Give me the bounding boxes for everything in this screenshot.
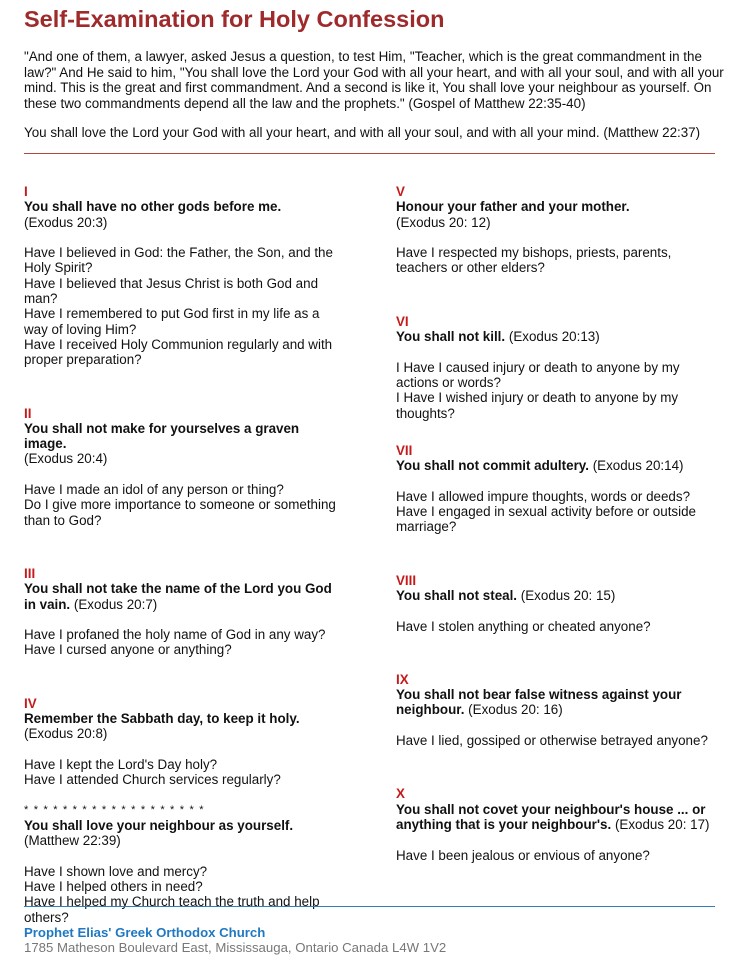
question-list [396, 733, 721, 748]
commandment-numeral: V [396, 184, 405, 199]
commandment-numeral: I [24, 184, 28, 199]
commandment-numeral: VI [396, 313, 409, 329]
question: Have I engaged in sexual activity before or outside marriage? [396, 504, 696, 535]
commandment-numeral: III [24, 565, 36, 581]
commandment-statement: Honour your father and your mother. [396, 199, 630, 215]
question: Have I been jealous or envious of anyone? [396, 847, 650, 863]
commandment-numeral: VII [396, 442, 413, 458]
commandment-statement: You shall not steal. [396, 587, 518, 603]
scripture-reference: (Exodus 20:4) [24, 451, 108, 467]
question: Have I believed in God: the Father, the Son, and the Holy Spirit? [24, 245, 333, 276]
commandment-statement: You shall not kill. [396, 329, 506, 345]
scripture-reference: (Exodus 20:8) [24, 726, 108, 742]
commandment-statement: You shall not bear false witness against your neighbour. [396, 687, 682, 718]
scripture-reference: (Exodus 20: 15) [520, 587, 616, 603]
commandment-numeral: VIII [396, 572, 417, 588]
commandment-statement: You shall not make for yourselves a graven image. [24, 420, 300, 452]
scripture-reference: (Matthew 22:39) [24, 833, 121, 849]
question: Have I profaned the holy name of God in any way? [24, 627, 326, 643]
commandment-statement: You shall not take the name of the Lord you God in vain. [24, 581, 332, 612]
question: Have I allowed impure thoughts, words or deeds? [396, 488, 691, 504]
question-list [24, 757, 344, 788]
scripture-reference: (Exodus 20: 12) [396, 214, 491, 230]
page-title: Self-Examination for Holy Confession [24, 6, 445, 32]
question: Have I shown love and mercy? [24, 863, 208, 879]
commandment-4 [24, 696, 344, 788]
commandment-1 [24, 184, 344, 368]
commandment-numeral: IX [396, 671, 409, 687]
question-list [24, 864, 344, 925]
intro-paragraph: "And one of them, a lawyer, asked Jesus a question, to test Him, "Teacher, which is the great commandment in the law?" And He said to him, "You shall love the Lord your God with all your heart, and with all your soul, and with all your mind. This is the great and first commandment. And a second is like it, You shall love your neighbour as yourself. On these two commandments depend all the law and the prophets." (Gospel of Matthew 22:35-40) [24, 49, 724, 111]
commandment-statement: You shall love your neighbour as yourself. [24, 817, 294, 833]
question: Have I received Holy Communion regularly and with proper preparation? [24, 336, 333, 368]
question-list [396, 848, 721, 863]
question: Have I helped my Church teach the truth and help others? [24, 894, 320, 925]
question: Have I respected my bishops, priests, parents, teachers or other elders? [396, 245, 672, 276]
question: Have I believed that Jesus Christ is both God and man? [24, 275, 319, 307]
question-list [24, 245, 344, 367]
question: I Have I wished injury or death to anyone by my thoughts? [396, 390, 679, 421]
commandment-5 [396, 184, 721, 276]
scripture-reference: (Exodus 20: 16) [468, 702, 563, 718]
commandment-statement: You shall not covet your neighbour's house ... or anything that is your neighbour's. [396, 801, 706, 832]
top-divider [24, 153, 715, 154]
question-list [24, 627, 344, 658]
commandment-10 [396, 786, 721, 862]
question: Do I give more importance to someone or something than to God? [24, 497, 336, 528]
scripture-reference: (Exodus 20:7) [73, 596, 158, 612]
bottom-divider [24, 906, 715, 907]
question: Have I cursed anyone or anything? [24, 642, 232, 658]
commandment-statement: You shall not commit adultery. [396, 458, 589, 474]
commandment-7 [396, 443, 721, 535]
question: Have I attended Church services regularly? [24, 772, 281, 788]
commandment-8 [396, 573, 721, 634]
commandment-numeral: IV [24, 695, 37, 711]
question: Have I made an idol of any person or thing? [24, 482, 284, 498]
scripture-reference: (Exodus 20:3) [24, 214, 108, 230]
question: Have I helped others in need? [24, 878, 203, 894]
question: Have I kept the Lord's Day holy? [24, 756, 218, 772]
commandment-statement: You shall have no other gods before me. [24, 199, 282, 215]
intro-verse: You shall love the Lord your God with all your heart, and with all your soul, and with all your mind. (Matthew 22:37) [24, 125, 701, 140]
commandment-numeral: II [24, 405, 32, 421]
scripture-reference: (Exodus 20:13) [508, 329, 600, 345]
scripture-reference: (Exodus 20: 17) [614, 816, 710, 832]
commandment-numeral: X [396, 786, 405, 802]
commandment-9 [396, 672, 721, 748]
question-list [396, 619, 721, 634]
question: Have I stolen anything or cheated anyone? [396, 618, 651, 634]
right-column [396, 184, 721, 863]
scripture-reference: (Exodus 20:14) [592, 458, 684, 474]
question-list [396, 489, 721, 535]
question-list [396, 245, 721, 276]
left-column [24, 184, 344, 925]
commandment-3 [24, 566, 344, 658]
question-list [396, 360, 721, 421]
church-name: Prophet Elias' Greek Orthodox Church [24, 925, 266, 940]
question-list [24, 482, 344, 528]
asterisk-separator: * * * * * * * * * * * * * * * * * * * [24, 803, 205, 816]
church-address: 1785 Matheson Boulevard East, Mississauga, Ontario Canada L4W 1V2 [24, 940, 447, 955]
commandment-2 [24, 406, 344, 528]
question: I Have I caused injury or death to anyone by my actions or words? [396, 359, 680, 390]
commandment-6 [396, 314, 721, 421]
commandment-statement: Remember the Sabbath day, to keep it holy. [24, 711, 300, 727]
question: Have I remembered to put God first in my life as a way of loving Him? [24, 306, 320, 337]
question: Have I lied, gossiped or otherwise betrayed anyone? [396, 733, 708, 749]
